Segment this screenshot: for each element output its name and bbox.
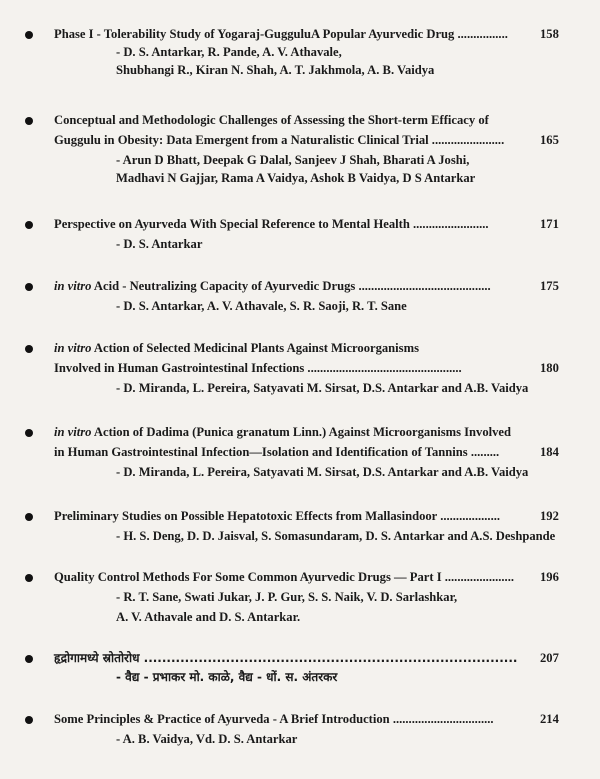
entry-title: Conceptual and Methodologic Challenges of Assessing the Short-term Efficacy of [54,113,489,127]
entry-title: Preliminary Studies on Possible Hepatotoxic Effects from Mallasindoor ................... [54,509,501,523]
entry-authors: - R. T. Sane, Swati Jukar, J. P. Gur, S. S. Naik, V. D. Sarlashkar, [116,590,458,604]
entry-authors: - D. Miranda, L. Pereira, Satyavati M. Sirsat, D.S. Antarkar and A.B. Vaidya [116,465,529,479]
page-number: 192 [540,509,559,523]
entry-authors: - D. S. Antarkar, A. V. Athavale, S. R. Saoji, R. T. Sane [116,299,407,313]
entry-title: Quality Control Methods For Some Common Ayurvedic Drugs — Part I ...................... [54,570,515,584]
entry-authors: A. V. Athavale and D. S. Antarkar. [116,610,301,624]
entry-title-text: Acid - Neutralizing Capacity of Ayurvedic Drugs .......................................... [91,279,491,293]
entry-authors: - A. B. Vaidya, Vd. D. S. Antarkar [116,732,298,746]
entry-title [54,424,511,440]
entry-authors: - D. Miranda, L. Pereira, Satyavati M. Sirsat, D.S. Antarkar and A.B. Vaidya [116,381,529,395]
italic-prefix: in vitro [54,279,92,293]
bullet-icon [25,716,33,724]
italic-prefix: in vitro [54,425,92,439]
page-number: 175 [540,279,559,293]
bullet-icon [25,429,33,437]
entry-title: हृद्रोगामध्ये स्रोतोरोध .................................................................................. [54,651,518,665]
page-number: 165 [540,133,559,147]
entry-title-text: Action of Dadima (Punica granatum Linn.) Against Microorganisms Involved [91,425,512,439]
entry-title: in Human Gastrointestinal Infection—Isolation and Identification of Tannins ......... [54,445,500,459]
entry-title: Some Principles & Practice of Ayurveda - A Brief Introduction ................................ [54,712,494,726]
entry-title: Perspective on Ayurveda With Special Reference to Mental Health ........................ [54,217,489,231]
bullet-icon [25,117,33,125]
italic-prefix: in vitro [54,341,92,355]
page-number: 171 [540,217,559,231]
entry-authors: - D. S. Antarkar, R. Pande, A. V. Athavale, [116,45,342,59]
entry-authors: Madhavi N Gajjar, Rama A Vaidya, Ashok B Vaidya, D S Antarkar [116,171,476,185]
page-number: 214 [540,712,559,726]
bullet-icon [25,513,33,521]
page-number: 180 [540,361,559,375]
page-number: 158 [540,27,559,41]
bullet-icon [25,283,33,291]
entry-title: Guggulu in Obesity: Data Emergent from a Naturalistic Clinical Trial ....................... [54,133,505,147]
bullet-icon [25,574,33,582]
bullet-icon [25,655,33,663]
page-number: 196 [540,570,559,584]
entry-title: Phase I - Tolerability Study of Yogaraj-GugguluA Popular Ayurvedic Drug ................ [54,27,508,41]
bullet-icon [25,221,33,229]
entry-title [54,340,419,356]
entry-authors: Shubhangi R., Kiran N. Shah, A. T. Jakhmola, A. B. Vaidya [116,63,435,77]
page-number: 184 [540,445,559,459]
bullet-icon [25,31,33,39]
entry-authors: - Arun D Bhatt, Deepak G Dalal, Sanjeev J Shah, Bharati A Joshi, [116,153,470,167]
entry-title: Involved in Human Gastrointestinal Infections ................................................. [54,361,462,375]
bullet-icon [25,345,33,353]
page-number: 207 [540,651,559,665]
entry-title-text: Action of Selected Medicinal Plants Against Microorganisms [91,341,419,355]
entry-title [54,278,491,294]
entry-authors: - वैद्य - प्रभाकर मो. काळे, वैद्य - धों. स. अंतरकर [116,670,338,684]
entry-authors: - H. S. Deng, D. D. Jaisval, S. Somasundaram, D. S. Antarkar and A.S. Deshpande [116,529,556,543]
entry-authors: - D. S. Antarkar [116,237,203,251]
